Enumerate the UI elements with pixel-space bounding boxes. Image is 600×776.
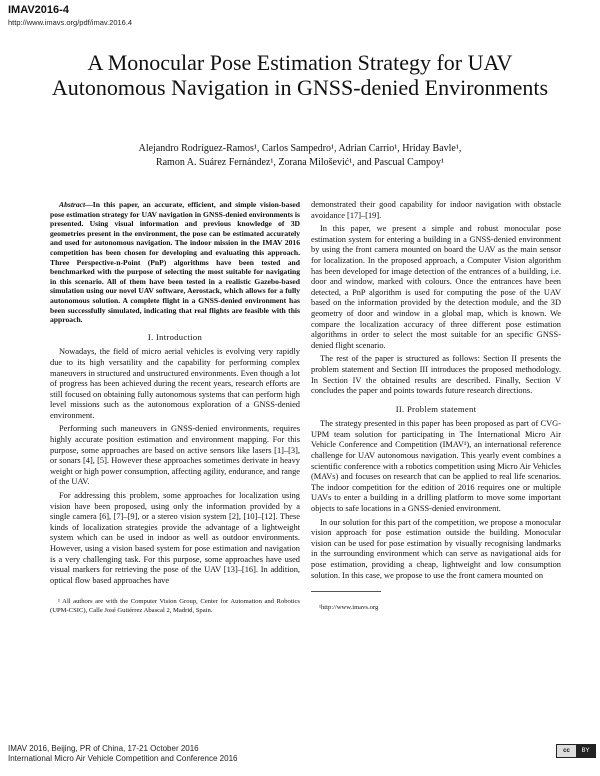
problem-paragraph-2: In our solution for this part of the competition, we propose a monocular vision approach for pose estimation outside the building. Monocular vision can be used for pose estimation by visually recognising landmarks in the surrounding environment which can serve as navigational aids for pose estimation, providing a cheap, lightweight and low consumption solution. In this case, we propose to use the front camera mounted on [311,517,561,580]
author-line-2: Ramon A. Suárez Fernández¹, Zorana Milošević¹, and Pascual Campoy¹ [155,157,445,168]
intro-paragraph-2: Performing such maneuvers in GNSS-denied environments, requires highly accurate position estimation and environment mapping. For this purpose, some approaches are based on active sensors like lasers [1]–[3], or sonars [4], [5]. However these approaches sometimes derivate in heavy weight or high power consumption, affecting agility, endurance, and range of the UAV. [50,424,300,487]
footer-line-2: International Micro Air Vehicle Competition and Conference 2016 [8,754,238,763]
page-footer [8,744,237,764]
footer-line-1: IMAV 2016, Beijing, PR of China, 17-21 October 2016 [8,744,199,753]
cc-by-license-badge[interactable] [556,744,596,758]
paper-id: IMAV2016-4 [8,4,69,16]
problem-paragraph-1: The strategy presented in this paper has been proposed as part of CVG-UPM team solution for participating in The International Micro Air Vehicle Conference and Competition (IMAV¹), an international reference challenge for UAV autonomous navigation. This yearly event combines a scientific conference with a robotics competition using Micro Air Vehicles (MAVs) and focuses on research that can be applied to real life scenarios. The indoor competition for the edition of 2016 requires one or multiple UAVs to enter a building in a drilling platform to move some important objects to safe locations in a GNSS-denied environment. [311,419,561,514]
paper-title: A Monocular Pose Estimation Strategy for UAV Autonomous Navigation in GNSS-denied Environments [51,50,549,100]
right-paragraph-2: In this paper, we present a simple and robust monocular pose estimation system for entering a building in a GNSS-denied environment by using the front camera mounted on board the UAV as the main sensor for localization. In the proposed approach, a Computer Vision algorithm has been developed for image detection of the entrances of a building, i.e. door and window, marked with colours. Once the entrances have been detected, a PnP algorithm is used for computing the pose of the UAV based on the information provided by the detection module, and the 3D geometry of door and window in a global map, which is known. We compare the localization accuracy of three different pose estimation algorithms in order to select the most suitable for an specific GNSS-denied flight scenario. [311,224,561,350]
intro-paragraph-3: For addressing this problem, some approaches for localization using vision have been proposed, using only the information provided by a single camera [6], [7]–[9], or a stereo vision system [2], [10]–[12]. These kinds of localization strategies provide the advantage of a lightweight system which can be used in indoor as well as outdoor environments. However, using a vision based system for pose estimation and navigation is a very challenging task. For this purpose, some approaches have used visual markers for retrieving the pose of the UAV [13]–[16]. In addition, optical flow based approaches have [50,491,300,585]
abstract [50,200,300,325]
author-line-1: Alejandro Rodríguez-Ramos¹, Carlos Sampedro¹, Adrian Carrio¹, Hriday Bavle¹, [138,143,462,154]
author-list [60,142,540,170]
cc-icon: cc [557,745,576,757]
left-column [50,200,300,615]
abstract-text: —In this paper, an accurate, efficient, and simple vision-based pose estimation strategy for UAV navigation in GNSS-denied environments is presented. Using visual information and previous knowledge of 3D geometries present in the environment, the pose can be estimated accurately and used for autonomous navigation. The indoor mission in the IMAV 2016 competition has been chosen for developing and evaluating this approach. Three Perspective-n-Point (PnP) algorithms have been tested and benchmarked with the purpose of selecting the most suitable for navigating in this scenario. All of them have been tested in a realistic Gazebo-based simulation using our novel UAV software, Aerostack, which allows for a fully autonomous solution. A complete flight in a GNSS-denied environment has been successfully simulated, indicating that real flights are feasible with this approach. [50,200,300,325]
right-paragraph-3: The rest of the paper is structured as follows: Section II presents the problem statement and Section III introduces the proposed methodology. In Section IV the obtained results are described. Finally, Section V concludes the paper and points towards future research directions. [311,354,561,396]
footnote-rule [311,591,381,592]
url-footnote: ¹http://www.imavs.org [319,604,379,612]
right-column [311,200,561,613]
right-paragraph-1: demonstrated their good capability for indoor navigation with obstacle avoidance [17]–[19]. [311,200,561,220]
affiliation-footnote: ¹ All authors are with the Computer Vision Group, Center for Automation and Robotics (UPM-CSIC), Calle José Gutiérrez Abascal 2, Madrid, Spain. [50,598,300,614]
section-heading-introduction: I. Introduction [147,331,203,342]
intro-paragraph-1: Nowadays, the field of micro aerial vehicles is evolving very rapidly due to its high versatility and the capability for performing complex maneuvers in structured and unstructured environments. Even though a lot of progress has been achieved during the recent years, research efforts are still focused on obtaining fully autonomous systems that can perform high level missions such as the autonomous exploration of a GNSS-denied environment. [50,347,300,420]
paper-url[interactable]: http://www.imavs.org/pdf/imav.2016.4 [8,18,133,27]
section-heading-problem-statement: II. Problem statement [395,403,477,414]
by-icon: BY [576,745,595,757]
abstract-label: Abstract [59,200,86,209]
